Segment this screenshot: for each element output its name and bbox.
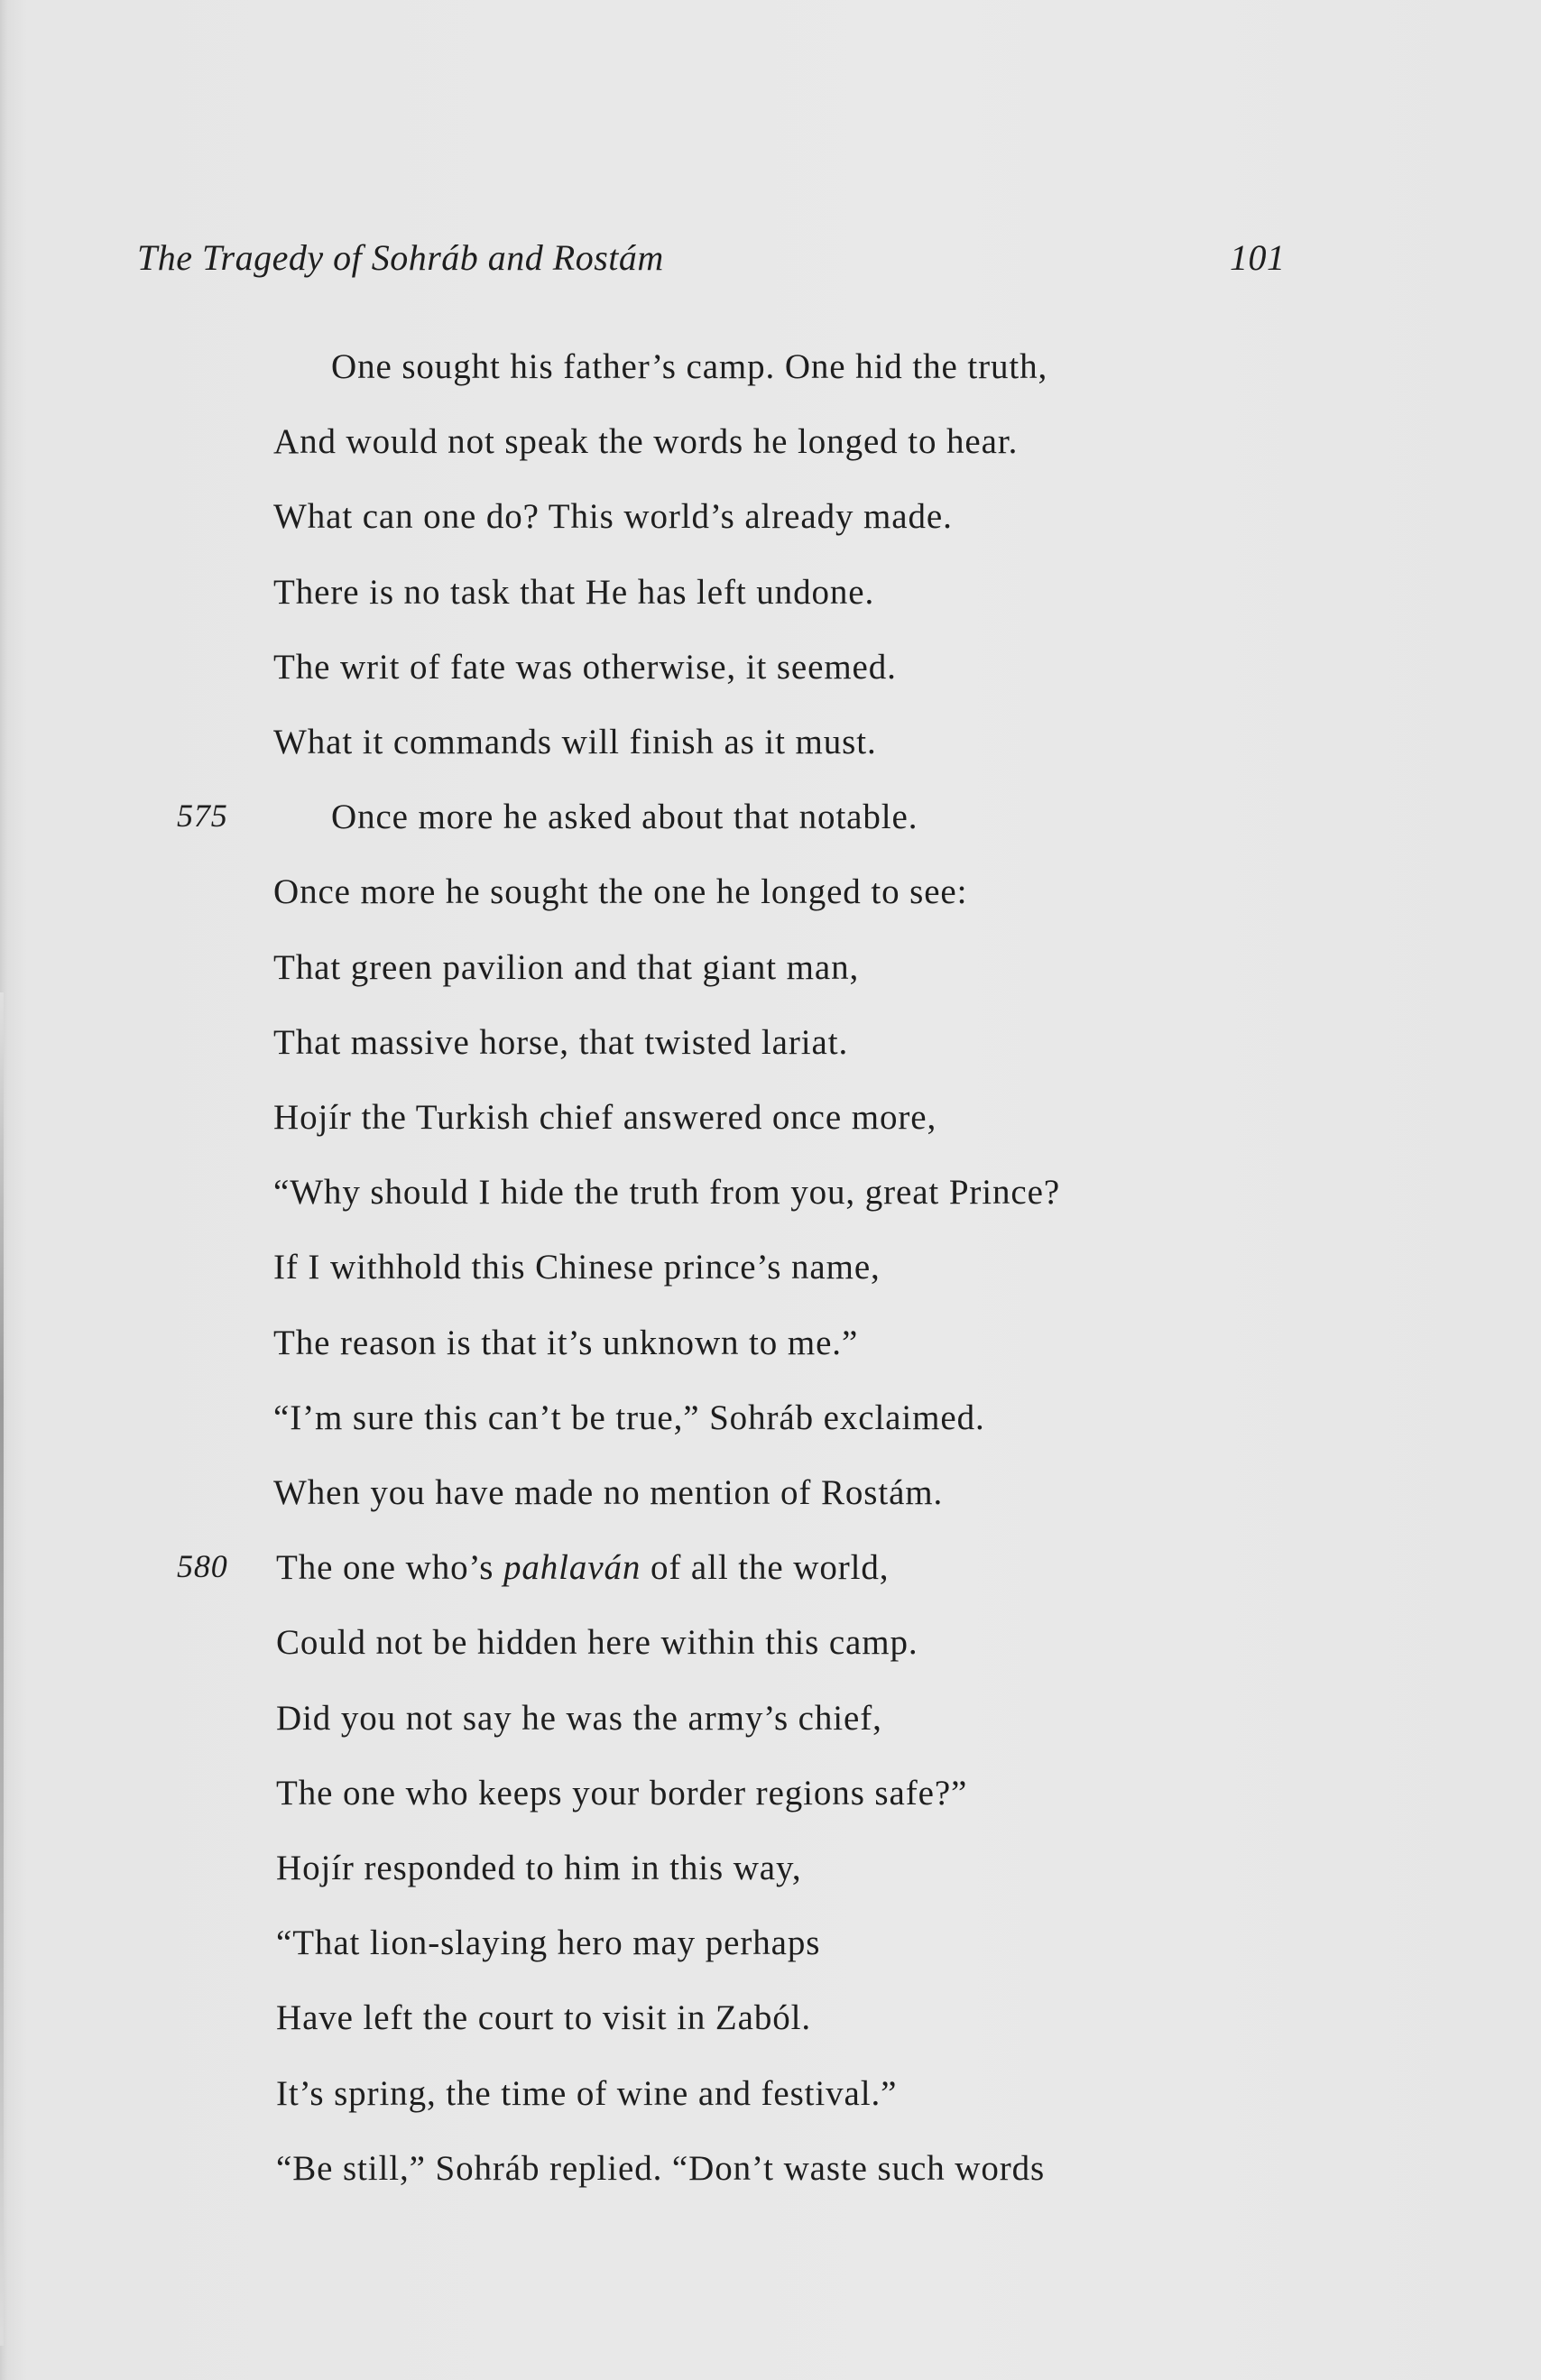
- text-segment: Once more he sought the one he longed to see:: [273, 872, 968, 912]
- text-segment: of all the world,: [641, 1548, 890, 1588]
- verse-text: [273, 1398, 985, 1438]
- text-segment: What it commands will finish as it must.: [273, 723, 877, 761]
- text-segment: Have left the court to visit in Zaból.: [276, 1998, 812, 2038]
- italic-term: pahlaván: [503, 1548, 641, 1588]
- verse-text: [331, 346, 1047, 387]
- verse-text: [273, 1097, 937, 1138]
- text-segment: What can one do? This world’s already made.: [273, 497, 953, 537]
- text-segment: The writ of fate was otherwise, it seemed.: [273, 647, 897, 687]
- verse-text: [331, 797, 918, 837]
- text-segment: The one who keeps your border regions safe?”: [276, 1773, 968, 1813]
- verse-text: [276, 1622, 918, 1663]
- text-segment: “Be still,” Sohráb replied. “Don’t waste such words: [276, 2148, 1046, 2188]
- verse-text: [273, 496, 953, 537]
- text-segment: If I withhold this Chinese prince’s name,: [273, 1248, 881, 1287]
- verse-text: [273, 722, 877, 762]
- verse-text: [276, 1547, 889, 1588]
- verse-text: [273, 1323, 858, 1363]
- verse-text: [273, 872, 967, 912]
- verse-text: [273, 421, 1018, 462]
- verse-text: [276, 1997, 811, 2038]
- text-segment: Hojír responded to him in this way,: [276, 1849, 802, 1887]
- text-segment: When you have made no mention of Rostám.: [273, 1473, 944, 1512]
- text-segment: It’s spring, the time of wine and festival.”: [276, 2073, 898, 2113]
- text-segment: The reason is that it’s unknown to me.”: [273, 1323, 859, 1362]
- verse-text: [276, 2073, 897, 2114]
- text-segment: That massive horse, that twisted lariat.: [273, 1022, 849, 1062]
- text-segment: Once more he asked about that notable.: [331, 798, 918, 837]
- verse-text: [276, 1698, 882, 1739]
- text-segment: And would not speak the words he longed to hear.: [273, 422, 1019, 462]
- line-number: 575: [177, 798, 228, 835]
- verse-text: [273, 647, 897, 687]
- page-number: 101: [1230, 237, 1286, 278]
- verse-text: [273, 1472, 943, 1513]
- verse-text: [276, 1773, 967, 1813]
- verse-text: [276, 1923, 820, 1963]
- text-segment: Hojír the Turkish chief answered once more,: [273, 1098, 937, 1137]
- text-segment: “That lion-slaying hero may perhaps: [276, 1923, 821, 1963]
- verse-text: [273, 947, 859, 988]
- running-header-title: The Tragedy of Sohráb and Rostám: [137, 237, 664, 278]
- verse-text: [273, 1022, 848, 1063]
- verse-text: [276, 1848, 802, 1888]
- verse-text: [273, 1247, 881, 1287]
- text-segment: Did you not say he was the army’s chief,: [276, 1698, 882, 1738]
- verse-text: [276, 2148, 1045, 2189]
- line-number: 580: [177, 1548, 228, 1585]
- page-edge-shadow: [0, 992, 4, 2346]
- text-segment: That green pavilion and that giant man,: [273, 947, 860, 987]
- text-segment: The one who’s: [276, 1548, 503, 1588]
- text-segment: One sought his father’s camp. One hid the truth,: [331, 347, 1048, 386]
- text-segment: “I’m sure this can’t be true,” Sohráb exclaimed.: [273, 1398, 985, 1437]
- text-segment: Could not be hidden here within this camp.: [276, 1623, 918, 1663]
- verse-text: [273, 572, 874, 613]
- text-segment: There is no task that He has left undone.: [273, 572, 875, 612]
- text-segment: “Why should I hide the truth from you, great Prince?: [273, 1173, 1061, 1213]
- verse-text: [273, 1172, 1060, 1213]
